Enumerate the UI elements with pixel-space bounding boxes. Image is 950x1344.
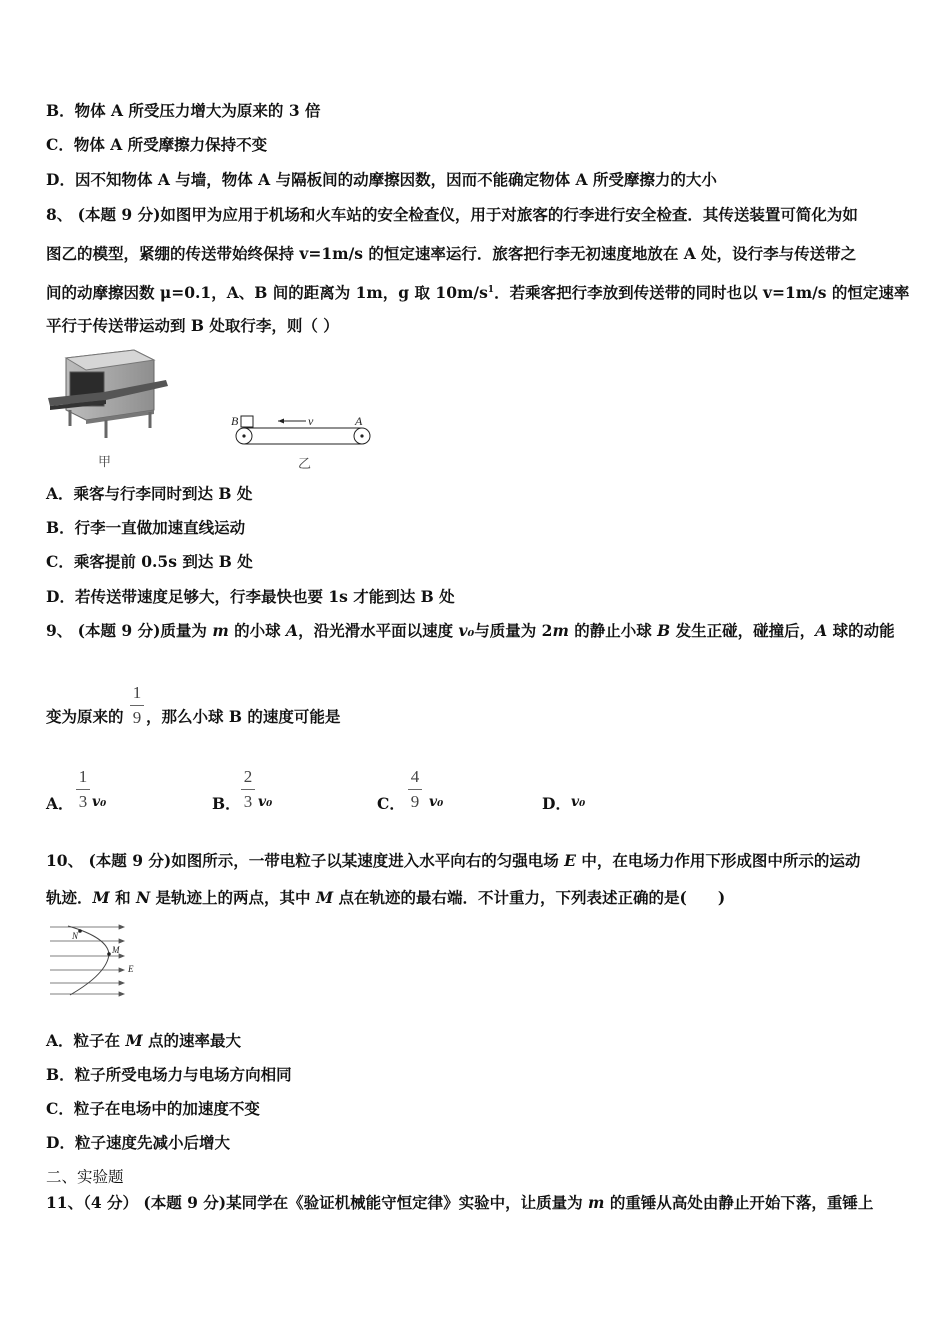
q10-text: A．粒子在 [46, 1031, 126, 1050]
q10-text: 10、 (本题 9 分)如图所示，一带电粒子以某速度进入水平向右的匀强电场 [46, 851, 565, 870]
q9-text: 球的动能 [827, 621, 895, 640]
trajectory-point-n: N [72, 931, 79, 941]
figure-label-yi: 乙 [298, 456, 312, 471]
q9-option-a-label: A． [46, 794, 74, 813]
q7-option-d: D．因不知物体 A 与墙，物体 A 与隔板间的动摩擦因数，因而不能确定物体 A 所受摩擦力的大小 [46, 170, 717, 189]
q10-option-c: C．粒子在电场中的加速度不变 [46, 1099, 260, 1118]
fraction-one-ninth [130, 684, 144, 727]
q9-stem-line1 [46, 621, 895, 641]
q9-text: 9、 (本题 9 分)质量为 [46, 621, 213, 640]
q9-stem-line2-end: ，那么小球 B 的速度可能是 [146, 707, 341, 726]
q9-option-c-v0: v₀ [429, 794, 444, 810]
conveyor-label-a: A [355, 414, 363, 428]
fraction-numerator: 4 [410, 767, 420, 786]
q10-text: 中，在电场力作用下形成图中所示的运动 [575, 851, 861, 870]
q10-var-e: E [564, 851, 576, 870]
conveyor-belt-figure [228, 410, 378, 472]
q8-option-a: A．乘客与行李同时到达 B 处 [46, 484, 253, 503]
q9-var-a: A [815, 621, 828, 640]
field-label-e: E [128, 964, 134, 974]
q10-option-a [46, 1031, 241, 1051]
q9-option-b-v0: v₀ [258, 794, 273, 810]
q10-var-m: M [92, 888, 110, 907]
q9-option-b-fraction [241, 768, 255, 811]
q11-var-m: m [588, 1193, 605, 1212]
fraction-numerator: 1 [78, 767, 88, 786]
q9-text: ，沿光滑水平面以速度 [298, 621, 459, 640]
q10-text: 和 [109, 888, 136, 907]
conveyor-label-v: v [308, 414, 314, 428]
q8-stem-line2: 图乙的模型，紧绷的传送带始终保持 v=1m/s 的恒定速率运行．旅客把行李无初速度地放在 A 处，设行李与传送带之 [46, 244, 857, 263]
fraction-numerator: 1 [132, 683, 142, 702]
q8-stem-line4: 平行于传送带运动到 B 处取行李，则（ ） [46, 316, 339, 335]
q9-var-a: A [286, 621, 299, 640]
q10-stem-line1 [46, 851, 860, 871]
trajectory-point-m: M [112, 945, 120, 955]
q8-stem-line3 [46, 280, 909, 303]
electric-field-figure [46, 922, 146, 998]
q11-text: 的重锤从高处由静止开始下落，重锤上 [604, 1193, 874, 1212]
q9-option-d-v0: v₀ [571, 794, 586, 810]
q8-option-b: B．行李一直做加速直线运动 [46, 518, 246, 537]
q9-text: 与质量为 2 [474, 621, 553, 640]
fraction-denominator: 9 [410, 792, 420, 811]
q10-text: 点的速率最大 [142, 1031, 242, 1050]
q8-stem-line1: 8、 (本题 9 分)如图甲为应用于机场和火车站的安全检查仪，用于对旅客的行李进行安全检查．其传送装置可简化为如 [46, 205, 858, 224]
q9-option-d-label: D． [542, 794, 571, 813]
figure-label-jia: 甲 [98, 454, 112, 469]
q8-option-c: C．乘客提前 0.5s 到达 B 处 [46, 552, 253, 571]
q11-text: 11、（4 分） (本题 9 分)某同学在《验证机械能守恒定律》实验中，让质量为 [46, 1193, 589, 1212]
fraction-numerator: 2 [243, 767, 253, 786]
q10-var-m: M [125, 1031, 143, 1050]
q9-option-c-fraction [408, 768, 422, 811]
q10-stem-line2 [46, 888, 725, 908]
q10-option-d: D．粒子速度先减小后增大 [46, 1133, 230, 1152]
q8-line3-part1: 间的动摩擦因数 μ=0.1，A、B 间的距离为 1m，g 取 10m/s [46, 283, 488, 303]
q10-text: 轨迹． [46, 888, 93, 907]
q9-var-m: m [552, 621, 569, 640]
conveyor-label-b: B [231, 414, 239, 428]
q8-line3-part2: ．若乘客把行李放到传送带的同时也以 v=1m/s 的恒定速率 [494, 283, 910, 303]
section-heading-experiment: 二、实验题 [46, 1168, 124, 1186]
q10-text: 点在轨迹的最右端．不计重力，下列表述正确的是( ) [333, 888, 726, 907]
q9-option-a-v0: v₀ [92, 794, 107, 810]
q9-var-v0: v₀ [458, 621, 475, 640]
q9-text: 的静止小球 [568, 621, 658, 640]
q7-option-b: B．物体 A 所受压力增大为原来的 3 倍 [46, 101, 321, 120]
q8-option-d: D．若传送带速度足够大，行李最快也要 1s 才能到达 B 处 [46, 587, 455, 606]
q9-text: 的小球 [228, 621, 287, 640]
q9-var-m: m [212, 621, 229, 640]
fraction-denominator: 3 [78, 792, 88, 811]
security-scanner-figure [46, 348, 171, 473]
fraction-denominator: 9 [132, 708, 142, 727]
q9-text: 发生正碰，碰撞后， [670, 621, 816, 640]
q10-var-n: N [135, 888, 151, 907]
q10-var-m: M [315, 888, 334, 907]
fraction-denominator: 3 [243, 792, 253, 811]
q9-stem-line2-start: 变为原来的 [46, 707, 124, 726]
q10-option-b: B．粒子所受电场力与电场方向相同 [46, 1065, 292, 1084]
q9-option-b-label: B． [212, 794, 241, 813]
q9-var-b: B [657, 621, 671, 640]
q8-exponent: 1 [487, 285, 495, 295]
q10-text: 是轨迹上的两点，其中 [150, 888, 316, 907]
q7-option-c: C．物体 A 所受摩擦力保持不变 [46, 135, 268, 154]
q9-option-c-label: C． [377, 794, 405, 813]
q11-stem-line1 [46, 1193, 873, 1213]
q9-option-a-fraction [76, 768, 90, 811]
